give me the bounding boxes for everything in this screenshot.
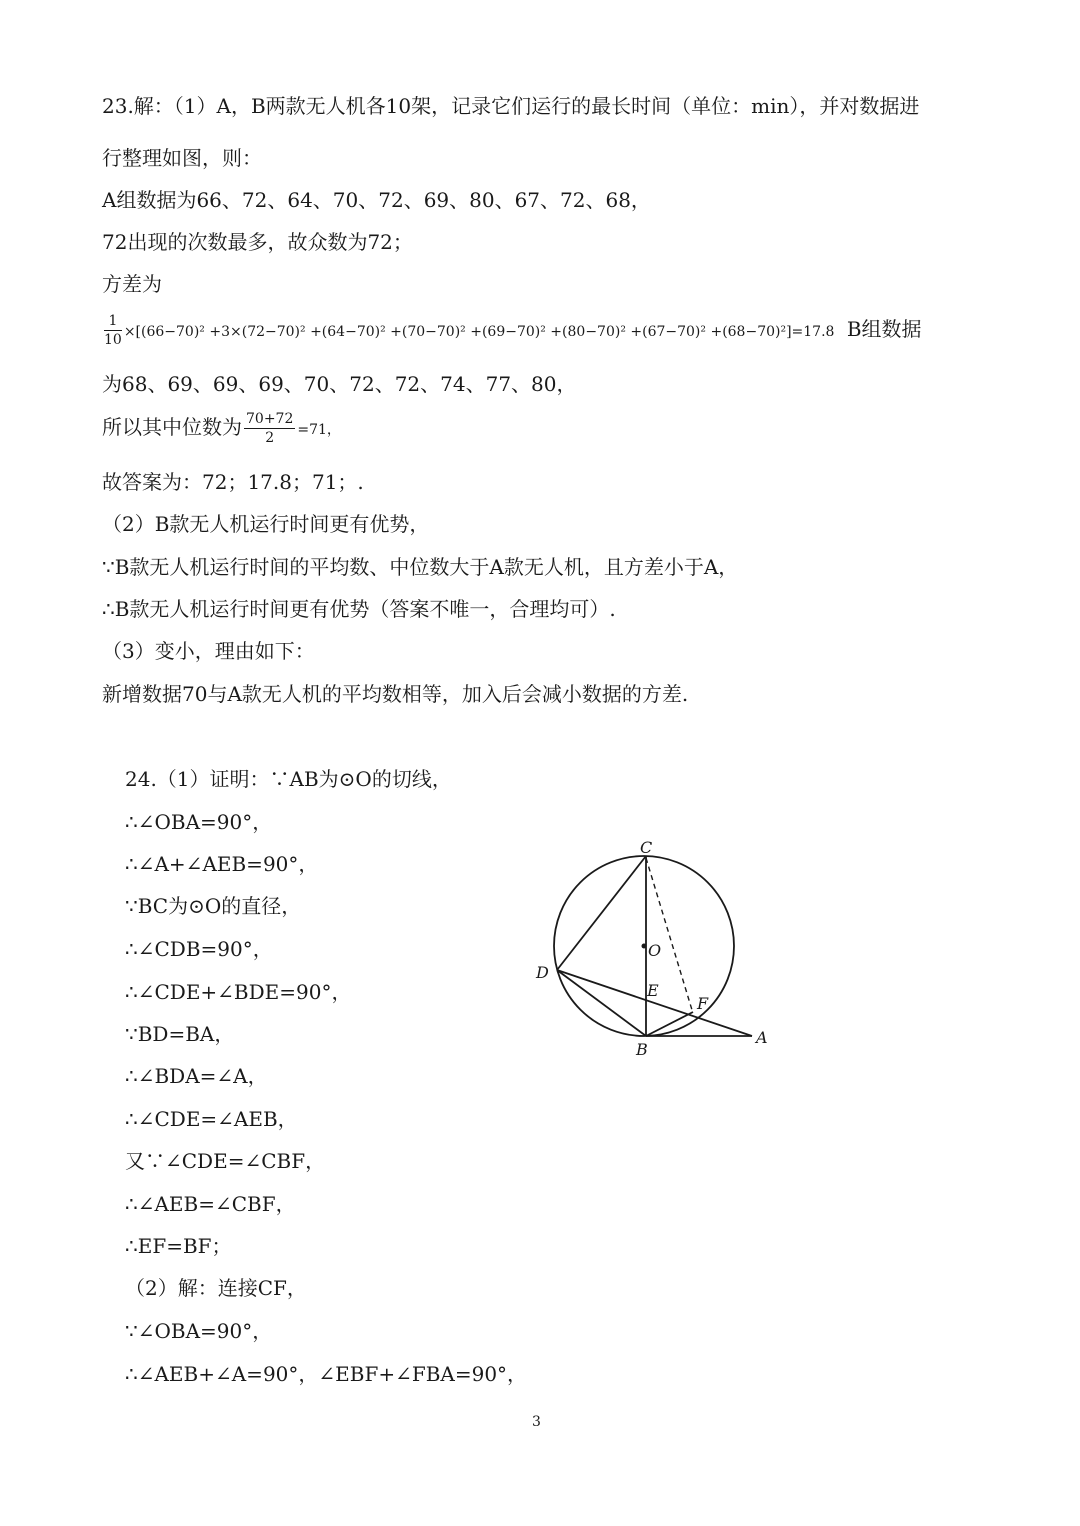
q23-line-2: 行整理如图，则：	[102, 146, 262, 170]
q24-line: ∵∠OBA=90°，	[125, 1319, 273, 1343]
q24-line: 24.（1）证明：∵AB为⊙O的切线，	[125, 767, 452, 791]
fraction-numerator: 1	[104, 312, 122, 331]
q24-line: ∴∠OBA=90°，	[125, 810, 273, 834]
label-c: C	[640, 838, 653, 857]
q24-line: ∵BD=BA，	[125, 1022, 235, 1046]
chord-cd	[557, 856, 646, 970]
q24-line: ∴∠AEB=∠CBF，	[125, 1192, 296, 1216]
fraction-denominator: 10	[104, 332, 122, 348]
q23-line-12: ∴B款无人机运行时间更有优势（答案不唯一，合理均可）.	[102, 597, 616, 621]
label-b: B	[636, 1040, 648, 1059]
q23-line-14: 新增数据70与A款无人机的平均数相等，加入后会减小数据的方差.	[102, 682, 689, 706]
median-prefix: 所以其中位数为	[102, 415, 242, 439]
q23-line-9: 故答案为：72；17.8；71；.	[102, 470, 364, 494]
label-f: F	[697, 994, 709, 1013]
q23-line-7: 为68、69、69、69、70、72、72、74、77、80，	[102, 372, 577, 396]
q24-line: ∴∠A+∠AEB=90°，	[125, 852, 319, 876]
label-e: E	[647, 981, 659, 1000]
page-number: 3	[532, 1414, 541, 1430]
variance-expression: ×[(66−70)² +3×(72−70)² +(64−70)² +(70−70)² +(69−70)² +(80−70)² +(67−70)² +(68−70)²]=17.8	[123, 324, 835, 340]
q24-line: ∴EF=BF；	[125, 1234, 232, 1258]
center-o-dot	[642, 944, 647, 949]
q24-line: ∴∠BDA=∠A，	[125, 1064, 268, 1088]
q23-line-1: 23.解：（1）A，B两款无人机各10架，记录它们运行的最长时间（单位：min），并对数据进	[102, 94, 920, 118]
q24-line: 又∵∠CDE=∠CBF，	[125, 1149, 326, 1173]
q23-line-11: ∵B款无人机运行时间的平均数、中位数大于A款无人机，且方差小于A，	[102, 555, 739, 579]
label-d: D	[536, 963, 549, 982]
q23-line-4: 72出现的次数最多，故众数为72；	[102, 230, 413, 254]
line-da	[557, 970, 752, 1036]
median-numerator: 70+72	[246, 411, 294, 427]
variance-tail: B组数据	[846, 317, 922, 341]
median-result: =71，	[297, 422, 341, 438]
q24-line: （2）解：连接CF，	[125, 1276, 307, 1300]
q24-line: ∴∠CDE=∠AEB，	[125, 1107, 298, 1131]
label-a: A	[756, 1028, 768, 1047]
label-o: O	[648, 941, 662, 960]
q24-line: ∵BC为⊙O的直径，	[125, 894, 302, 918]
q23-line-5: 方差为	[102, 272, 162, 296]
median-denominator: 2	[265, 430, 275, 446]
q24-line: ∴∠AEB+∠A=90°，∠EBF+∠FBA=90°，	[125, 1362, 528, 1386]
q23-line-3: A组数据为66、72、64、70、72、69、80、67、72、68，	[102, 188, 651, 212]
q24-line: ∴∠CDE+∠BDE=90°，	[125, 980, 352, 1004]
q23-line-10: （2）B款无人机运行时间更有优势，	[102, 512, 430, 536]
q23-line-13: （3）变小，理由如下：	[102, 639, 315, 663]
q24-line: ∴∠CDB=90°，	[125, 937, 273, 961]
